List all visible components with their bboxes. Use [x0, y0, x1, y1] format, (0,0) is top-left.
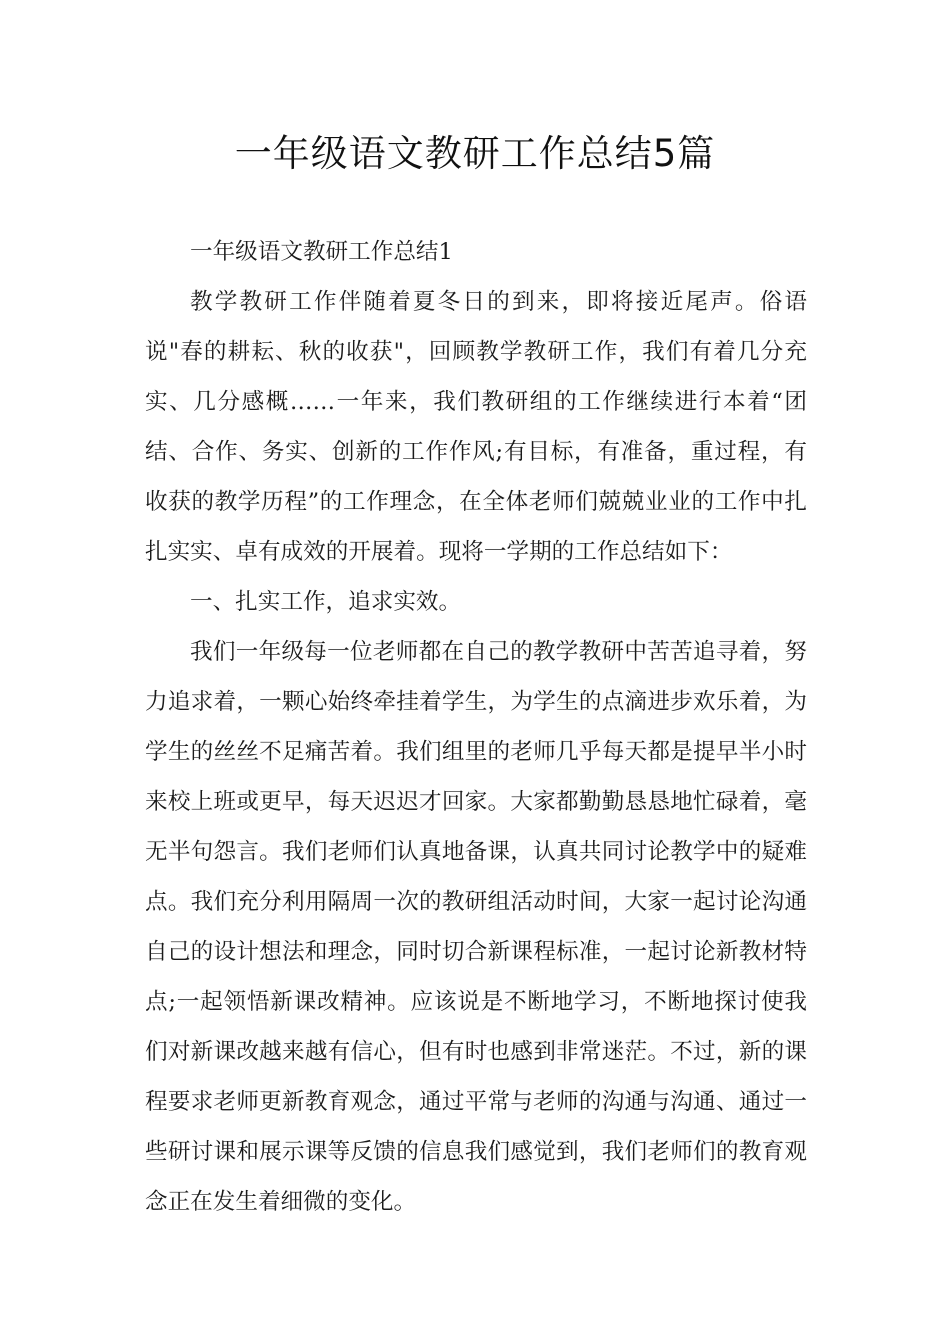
document-body: [145, 227, 807, 1227]
intro-paragraph: 教学教研工作伴随着夏冬日的到来，即将接近尾声。俗语说"春的耕耘、秋的收获"，回顾教学教研工作，我们有着几分充实、几分感概……一年来，我们教研组的工作继续进行本着“团结、合作、务实、创新的工作作风;有目标，有准备，重过程，有收获的教学历程”的工作理念，在全体老师们兢兢业业的工作中扎扎实实、卓有成效的开展着。现将一学期的工作总结如下：: [145, 289, 807, 565]
document-title: 一年级语文教研工作总结5篇: [234, 132, 716, 175]
body-paragraph: 我们一年级每一位老师都在自己的教学教研中苦苦追寻着，努力追求着，一颗心始终牵挂着学生，为学生的点滴进步欢乐着，为学生的丝丝不足痛苦着。我们组里的老师几乎每天都是提早半小时来校上班或更早，每天迟迟才回家。大家都勤勤恳恳地忙碌着，毫无半句怨言。我们老师们认真地备课，认真共同讨论教学中的疑难点。我们充分利用隔周一次的教研组活动时间，大家一起讨论沟通自己的设计想法和理念，同时切合新课程标准，一起讨论新教材特点;一起领悟新课改精神。应该说是不断地学习，不断地探讨使我们对新课改越来越有信心，但有时也感到非常迷茫。不过，新的课程要求老师更新教育观念，通过平常与老师的沟通与沟通、通过一些研讨课和展示课等反馈的信息我们感觉到，我们老师们的教育观念正在发生着细微的变化。: [145, 639, 807, 1215]
subsection-heading: 一、扎实工作，追求实效。: [190, 589, 462, 615]
section-heading: 一年级语文教研工作总结1: [190, 239, 453, 265]
